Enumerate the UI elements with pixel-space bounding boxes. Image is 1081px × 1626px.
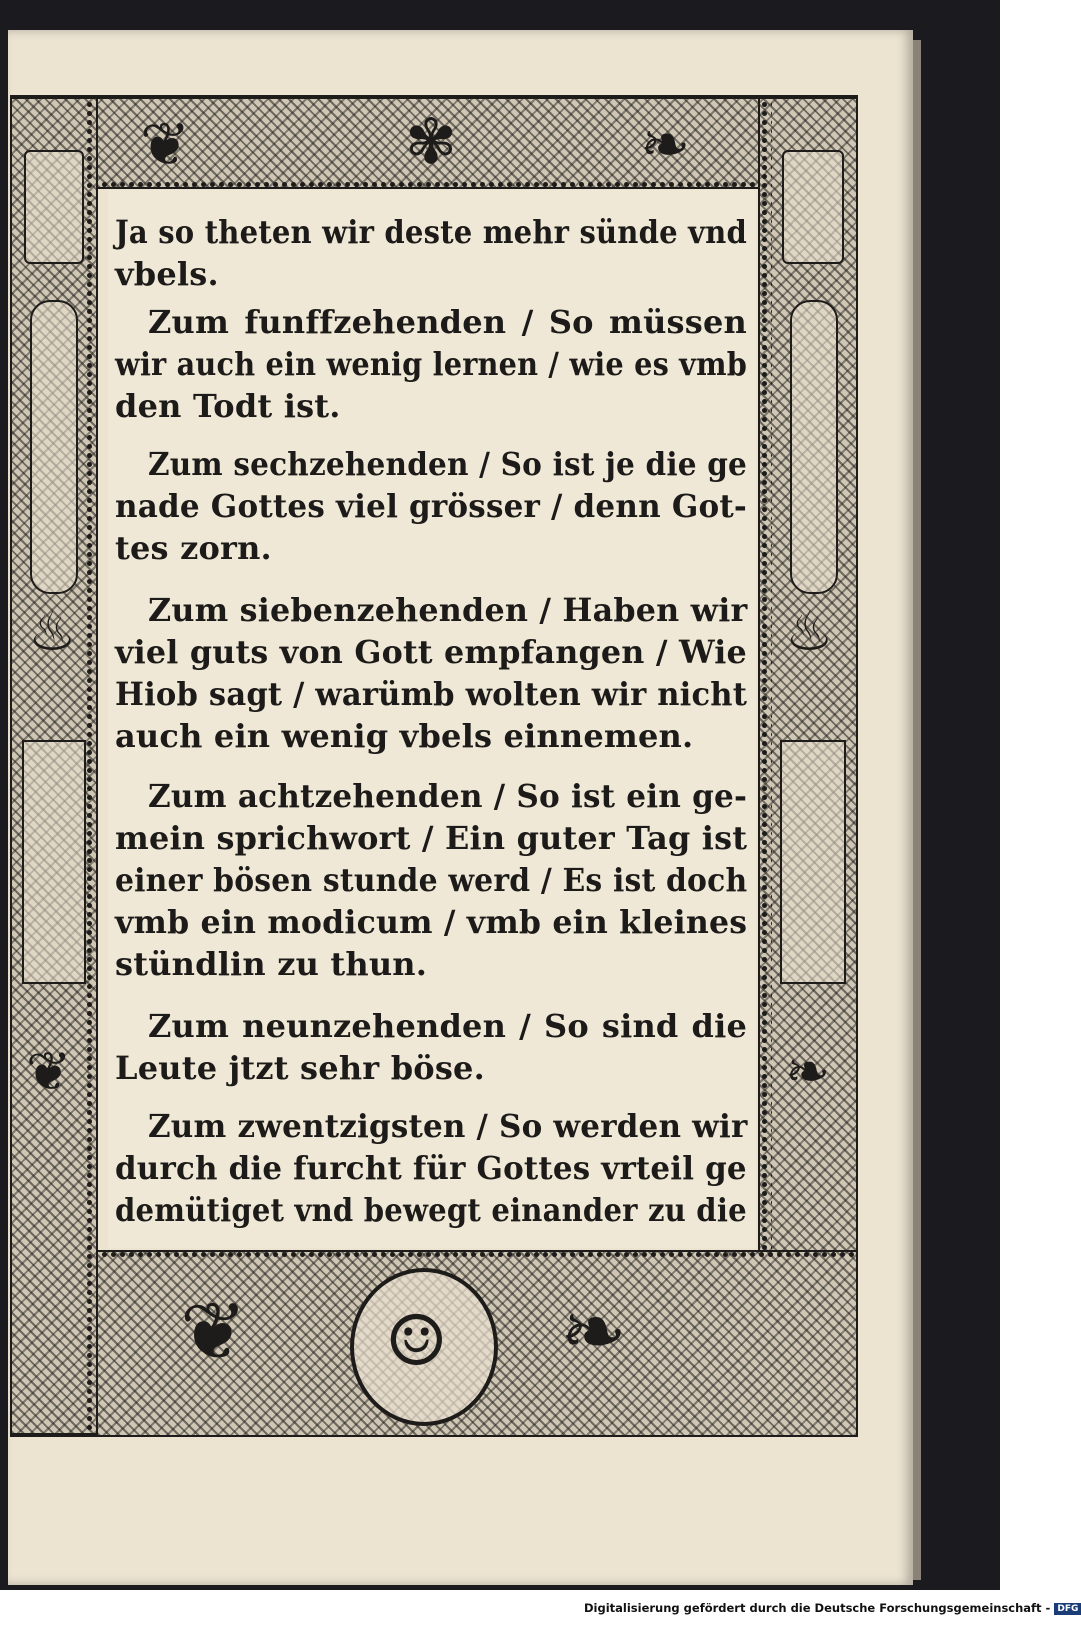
text-line: auch ein wenig vbels einnemen. xyxy=(115,717,694,755)
bottom-bead-row xyxy=(100,1250,855,1260)
text-line: Zum sechzehenden / So ist je die ge xyxy=(148,445,748,483)
right-column-base xyxy=(780,740,846,984)
right-bead-strip xyxy=(760,100,772,1430)
text-line: Zum neunzehenden / So sind die xyxy=(148,1007,747,1045)
top-ornament-band xyxy=(96,97,858,189)
text-line: Zum zwentzigsten / So werden wir xyxy=(148,1107,748,1145)
left-column-capital xyxy=(24,150,84,264)
text-line: viel guts von Gott empfangen / Wie xyxy=(115,633,747,671)
right-flame-icon: ♨ xyxy=(785,600,834,663)
left-scroll-icon: ❦ xyxy=(26,1040,72,1103)
right-column-shaft xyxy=(790,300,838,594)
text-line: Zum achtzehenden / So ist ein ge- xyxy=(148,777,748,815)
text-line: vbels. xyxy=(115,255,219,293)
left-column-shaft xyxy=(30,300,78,594)
text-line: durch die furcht für Gottes vrteil ge xyxy=(115,1149,747,1187)
text-line: einer bösen stunde werd / Es ist doch xyxy=(115,861,748,899)
left-flame-icon: ♨ xyxy=(28,600,77,663)
text-line: nade Gottes viel grösser / denn Got- xyxy=(115,487,747,525)
right-column-capital xyxy=(782,150,844,264)
text-line: demütiget vnd bewegt einander zu die xyxy=(115,1191,747,1229)
credit-text: Digitalisierung gefördert durch die Deutsche Forschungsgemeinschaft - xyxy=(584,1601,1051,1615)
mask-face-icon: ✾ xyxy=(405,105,457,178)
text-line: vmb ein modicum / vmb ein kleines xyxy=(115,903,748,941)
text-line: Hiob sagt / warümb wolten wir nicht xyxy=(115,675,748,713)
page-edge xyxy=(913,40,921,1580)
left-column-base xyxy=(22,740,86,984)
acanthus-right-icon: ❧ xyxy=(640,110,691,180)
text-line: tes zorn. xyxy=(115,529,272,567)
text-line: Ja so theten wir deste mehr sünde vnd xyxy=(115,213,747,251)
text-line: Leute jtzt sehr böse. xyxy=(115,1049,485,1087)
text-line: wir auch ein wenig lernen / wie es vmb xyxy=(115,345,747,383)
text-line: Zum siebenzehenden / Haben wir xyxy=(148,591,748,629)
text-line: Zum funffzehenden / So müssen xyxy=(148,303,747,341)
digitization-credit xyxy=(584,1601,1079,1615)
left-bead-strip xyxy=(85,100,97,1430)
profile-head-icon: ☺ xyxy=(385,1300,448,1382)
top-bead-row xyxy=(100,180,855,190)
right-putto-icon: ❧ xyxy=(560,1285,628,1378)
text-line: stündlin zu thun. xyxy=(115,945,428,983)
left-putto-icon: ❦ xyxy=(180,1285,248,1378)
dfg-logo: DFG xyxy=(1054,1603,1081,1615)
text-line: mein sprichwort / Ein guter Tag ist xyxy=(115,819,748,857)
acanthus-left-icon: ❦ xyxy=(140,110,191,180)
text-line: den Todt ist. xyxy=(115,387,341,425)
right-scroll-icon: ❧ xyxy=(785,1040,831,1103)
